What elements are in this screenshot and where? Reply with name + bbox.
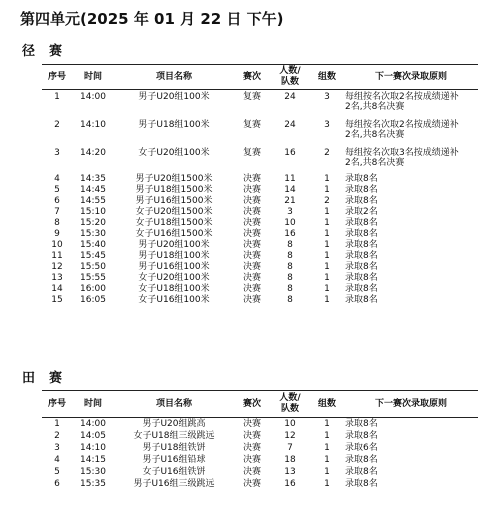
cell-seq: 6 bbox=[54, 196, 60, 206]
header-time: 时间 bbox=[72, 65, 114, 90]
table-row bbox=[42, 240, 478, 251]
cell-time: 14:45 bbox=[80, 185, 106, 195]
track-schedule-table bbox=[42, 64, 478, 306]
rule-line: 2名,共8名决赛 bbox=[345, 102, 405, 112]
cell-count: 3 bbox=[287, 207, 293, 217]
cell-rule bbox=[344, 442, 478, 454]
cell-rule bbox=[344, 218, 478, 229]
cell-groups: 1 bbox=[324, 218, 330, 228]
cell-groups: 1 bbox=[324, 185, 330, 195]
cell-event-name: 男子U20组100米 bbox=[138, 240, 210, 250]
header-round: 赛次 bbox=[234, 391, 270, 418]
cell-rule bbox=[344, 295, 478, 306]
cell-seq: 1 bbox=[54, 92, 60, 102]
cell-groups: 2 bbox=[324, 148, 330, 158]
cell-event-name: 女子U16组铁饼 bbox=[142, 467, 206, 477]
cell-round: 决赛 bbox=[242, 262, 261, 272]
rule-line: 每组按名次取2名按成绩递补 bbox=[345, 92, 459, 102]
cell-count: 12 bbox=[284, 431, 296, 441]
rule-line: 录取8名 bbox=[345, 273, 378, 283]
cell-time: 15:10 bbox=[80, 207, 106, 217]
cell-seq: 5 bbox=[54, 467, 60, 477]
cell-seq: 7 bbox=[54, 207, 60, 217]
cell-round: 决赛 bbox=[242, 419, 261, 429]
cell-rule bbox=[344, 284, 478, 295]
cell-event-name: 女子U18组三级跳远 bbox=[133, 431, 215, 441]
cell-groups: 1 bbox=[324, 262, 330, 272]
rule-line: 2名,共8名决赛 bbox=[345, 158, 405, 168]
cell-groups: 1 bbox=[324, 207, 330, 217]
cell-seq: 8 bbox=[54, 218, 60, 228]
cell-rule bbox=[344, 240, 478, 251]
cell-seq: 10 bbox=[51, 240, 63, 250]
cell-time: 15:20 bbox=[80, 218, 106, 228]
cell-groups: 1 bbox=[324, 273, 330, 283]
cell-round: 决赛 bbox=[242, 174, 261, 184]
table-row bbox=[42, 466, 478, 478]
field-table-body bbox=[42, 418, 478, 491]
cell-seq: 15 bbox=[51, 295, 63, 305]
cell-time: 15:30 bbox=[80, 229, 106, 239]
cell-rule bbox=[344, 478, 478, 490]
table-row bbox=[42, 454, 478, 466]
cell-rule bbox=[344, 273, 478, 284]
cell-time: 15:40 bbox=[80, 240, 106, 250]
header-count-line2: 队数 bbox=[280, 404, 299, 414]
cell-rule bbox=[344, 418, 478, 431]
cell-event-name: 女子U18组1500米 bbox=[135, 218, 213, 228]
cell-event-name: 男子U20组100米 bbox=[138, 92, 210, 102]
table-row bbox=[42, 478, 478, 490]
track-table-body bbox=[42, 90, 478, 307]
cell-count: 10 bbox=[284, 419, 296, 429]
header-event-name: 项目名称 bbox=[114, 391, 234, 418]
cell-time: 14:00 bbox=[80, 92, 106, 102]
cell-time: 15:45 bbox=[80, 251, 106, 261]
cell-groups: 3 bbox=[324, 120, 330, 130]
cell-seq: 9 bbox=[54, 229, 60, 239]
header-time: 时间 bbox=[72, 391, 114, 418]
rule-line: 录取8名 bbox=[345, 431, 378, 441]
header-seq: 序号 bbox=[42, 391, 72, 418]
cell-event-name: 女子U20组1500米 bbox=[135, 207, 213, 217]
cell-count: 16 bbox=[284, 479, 296, 489]
cell-rule bbox=[344, 174, 478, 185]
cell-groups: 1 bbox=[324, 443, 330, 453]
rule-line: 录取2名 bbox=[345, 207, 378, 217]
cell-seq: 2 bbox=[54, 431, 60, 441]
table-row bbox=[42, 218, 478, 229]
cell-count: 14 bbox=[284, 185, 296, 195]
cell-count: 8 bbox=[287, 273, 293, 283]
rule-line: 录取8名 bbox=[345, 240, 378, 250]
table-row bbox=[42, 418, 478, 431]
cell-event-name: 男子U20组跳高 bbox=[142, 419, 206, 429]
cell-seq: 12 bbox=[51, 262, 63, 272]
cell-time: 14:55 bbox=[80, 196, 106, 206]
cell-groups: 1 bbox=[324, 174, 330, 184]
cell-round: 决赛 bbox=[242, 479, 261, 489]
rule-line: 每组按名次取3名按成绩递补 bbox=[345, 148, 459, 158]
cell-time: 14:20 bbox=[80, 148, 106, 158]
cell-count: 8 bbox=[287, 295, 293, 305]
rule-line: 录取8名 bbox=[345, 284, 378, 294]
cell-round: 决赛 bbox=[242, 431, 261, 441]
cell-groups: 1 bbox=[324, 467, 330, 477]
cell-seq: 11 bbox=[51, 251, 63, 261]
table-row bbox=[42, 146, 478, 174]
cell-rule bbox=[344, 196, 478, 207]
rule-line: 录取8名 bbox=[345, 479, 378, 489]
cell-round: 决赛 bbox=[242, 207, 261, 217]
rule-line: 录取8名 bbox=[345, 185, 378, 195]
cell-time: 16:05 bbox=[80, 295, 106, 305]
rule-line: 录取8名 bbox=[345, 419, 378, 429]
cell-round: 决赛 bbox=[242, 240, 261, 250]
cell-count: 16 bbox=[284, 229, 296, 239]
cell-round: 决赛 bbox=[242, 455, 261, 465]
table-header-row bbox=[42, 391, 478, 418]
cell-rule bbox=[344, 454, 478, 466]
cell-round: 决赛 bbox=[242, 284, 261, 294]
cell-round: 决赛 bbox=[242, 443, 261, 453]
cell-count: 8 bbox=[287, 251, 293, 261]
rule-line: 录取8名 bbox=[345, 455, 378, 465]
cell-seq: 2 bbox=[54, 120, 60, 130]
cell-event-name: 女子U20组100米 bbox=[138, 148, 210, 158]
cell-rule bbox=[344, 185, 478, 196]
table-row bbox=[42, 185, 478, 196]
header-round: 赛次 bbox=[234, 65, 270, 90]
cell-round: 决赛 bbox=[242, 196, 261, 206]
cell-round: 复赛 bbox=[242, 120, 261, 130]
rule-line: 录取6名 bbox=[345, 443, 378, 453]
table-header-row bbox=[42, 65, 478, 90]
cell-seq: 5 bbox=[54, 185, 60, 195]
rule-line: 每组按名次取2名按成绩递补 bbox=[345, 120, 459, 130]
header-count-line2: 队数 bbox=[280, 77, 299, 87]
field-section-title: 田赛 bbox=[22, 371, 77, 386]
cell-round: 决赛 bbox=[242, 251, 261, 261]
cell-groups: 2 bbox=[324, 196, 330, 206]
cell-count: 24 bbox=[284, 92, 296, 102]
cell-event-name: 男子U16组三级跳远 bbox=[133, 479, 215, 489]
cell-time: 15:50 bbox=[80, 262, 106, 272]
cell-event-name: 男子U16组1500米 bbox=[135, 196, 213, 206]
header-count bbox=[270, 65, 310, 90]
table-row bbox=[42, 273, 478, 284]
rule-line: 录取8名 bbox=[345, 262, 378, 272]
cell-seq: 4 bbox=[54, 174, 60, 184]
cell-count: 13 bbox=[284, 467, 296, 477]
cell-time: 15:35 bbox=[80, 479, 106, 489]
cell-round: 复赛 bbox=[242, 148, 261, 158]
cell-time: 14:10 bbox=[80, 443, 106, 453]
cell-count: 8 bbox=[287, 262, 293, 272]
rule-line: 录取8名 bbox=[345, 218, 378, 228]
header-groups: 组数 bbox=[310, 391, 344, 418]
cell-seq: 1 bbox=[54, 419, 60, 429]
cell-time: 14:15 bbox=[80, 455, 106, 465]
cell-rule bbox=[344, 262, 478, 273]
cell-groups: 1 bbox=[324, 295, 330, 305]
cell-round: 复赛 bbox=[242, 92, 261, 102]
table-row bbox=[42, 262, 478, 273]
cell-rule bbox=[344, 207, 478, 218]
table-row bbox=[42, 174, 478, 185]
rule-line: 2名,共8名决赛 bbox=[345, 130, 405, 140]
cell-event-name: 女子U20组100米 bbox=[138, 273, 210, 283]
cell-time: 16:00 bbox=[80, 284, 106, 294]
cell-count: 8 bbox=[287, 240, 293, 250]
cell-rule bbox=[344, 430, 478, 442]
cell-event-name: 男子U18组100米 bbox=[138, 120, 210, 130]
table-row bbox=[42, 229, 478, 240]
cell-count: 11 bbox=[284, 174, 296, 184]
cell-count: 21 bbox=[284, 196, 296, 206]
cell-count: 8 bbox=[287, 284, 293, 294]
cell-groups: 1 bbox=[324, 431, 330, 441]
rule-line: 录取8名 bbox=[345, 251, 378, 261]
cell-round: 决赛 bbox=[242, 218, 261, 228]
cell-groups: 1 bbox=[324, 284, 330, 294]
rule-line: 录取8名 bbox=[345, 229, 378, 239]
cell-count: 10 bbox=[284, 218, 296, 228]
cell-time: 14:05 bbox=[80, 431, 106, 441]
cell-event-name: 男子U18组铁饼 bbox=[142, 443, 206, 453]
rule-line: 录取8名 bbox=[345, 467, 378, 477]
cell-rule bbox=[344, 146, 478, 174]
table-row bbox=[42, 90, 478, 119]
table-row bbox=[42, 284, 478, 295]
header-count-line1: 人数/ bbox=[279, 393, 301, 403]
table-row bbox=[42, 430, 478, 442]
cell-round: 决赛 bbox=[242, 229, 261, 239]
table-row bbox=[42, 295, 478, 306]
rule-line: 录取8名 bbox=[345, 295, 378, 305]
cell-rule bbox=[344, 466, 478, 478]
rule-line: 录取8名 bbox=[345, 196, 378, 206]
cell-event-name: 男子U16组铅球 bbox=[142, 455, 206, 465]
cell-rule bbox=[344, 251, 478, 262]
table-row bbox=[42, 196, 478, 207]
page-title: 第四单元(2025 年 01 月 22 日 下午) bbox=[20, 10, 284, 28]
cell-round: 决赛 bbox=[242, 295, 261, 305]
cell-rule bbox=[344, 118, 478, 146]
cell-groups: 1 bbox=[324, 479, 330, 489]
cell-count: 7 bbox=[287, 443, 293, 453]
cell-event-name: 女子U18组100米 bbox=[138, 284, 210, 294]
header-groups: 组数 bbox=[310, 65, 344, 90]
cell-groups: 1 bbox=[324, 229, 330, 239]
cell-count: 24 bbox=[284, 120, 296, 130]
header-rule: 下一赛次录取原则 bbox=[344, 65, 478, 90]
cell-event-name: 女子U16组1500米 bbox=[135, 229, 213, 239]
cell-event-name: 女子U16组100米 bbox=[138, 295, 210, 305]
cell-groups: 3 bbox=[324, 92, 330, 102]
cell-event-name: 男子U20组1500米 bbox=[135, 174, 213, 184]
table-row bbox=[42, 207, 478, 218]
cell-seq: 3 bbox=[54, 148, 60, 158]
cell-time: 15:55 bbox=[80, 273, 106, 283]
table-row bbox=[42, 442, 478, 454]
cell-time: 14:35 bbox=[80, 174, 106, 184]
cell-groups: 1 bbox=[324, 419, 330, 429]
cell-seq: 3 bbox=[54, 443, 60, 453]
cell-event-name: 男子U18组1500米 bbox=[135, 185, 213, 195]
table-row bbox=[42, 251, 478, 262]
header-event-name: 项目名称 bbox=[114, 65, 234, 90]
cell-groups: 1 bbox=[324, 455, 330, 465]
rule-line: 录取8名 bbox=[345, 174, 378, 184]
table-row bbox=[42, 118, 478, 146]
track-section-title: 径赛 bbox=[22, 44, 77, 59]
cell-groups: 1 bbox=[324, 251, 330, 261]
cell-groups: 1 bbox=[324, 240, 330, 250]
cell-seq: 6 bbox=[54, 479, 60, 489]
cell-count: 18 bbox=[284, 455, 296, 465]
cell-time: 14:00 bbox=[80, 419, 106, 429]
cell-seq: 13 bbox=[51, 273, 63, 283]
cell-round: 决赛 bbox=[242, 467, 261, 477]
cell-event-name: 男子U16组100米 bbox=[138, 262, 210, 272]
cell-time: 15:30 bbox=[80, 467, 106, 477]
cell-seq: 4 bbox=[54, 455, 60, 465]
cell-count: 16 bbox=[284, 148, 296, 158]
header-rule: 下一赛次录取原则 bbox=[344, 391, 478, 418]
cell-rule bbox=[344, 90, 478, 119]
cell-event-name: 男子U18组100米 bbox=[138, 251, 210, 261]
header-seq: 序号 bbox=[42, 65, 72, 90]
cell-rule bbox=[344, 229, 478, 240]
cell-round: 决赛 bbox=[242, 273, 261, 283]
field-schedule-table bbox=[42, 390, 478, 490]
cell-time: 14:10 bbox=[80, 120, 106, 130]
header-count-line1: 人数/ bbox=[279, 66, 301, 76]
header-count bbox=[270, 391, 310, 418]
cell-seq: 14 bbox=[51, 284, 63, 294]
cell-round: 决赛 bbox=[242, 185, 261, 195]
